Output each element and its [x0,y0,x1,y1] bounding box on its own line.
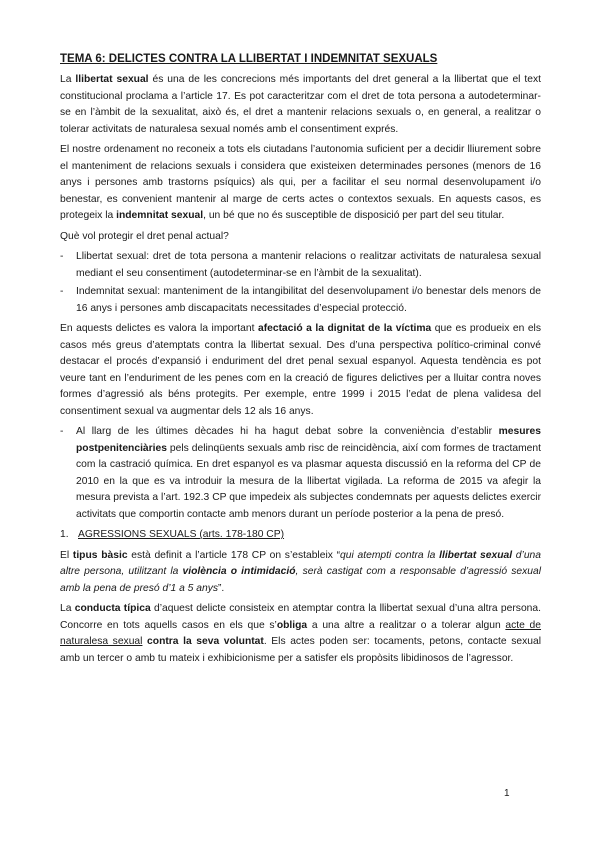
paragraph-conducta-tipica: La conducta típica d’aquest delicte consisteix en atemptar contra la llibertat sexual d’una altra persona. Concorre en tots aquells casos en els que s’obliga a una altre a realitzar o a tolerar algun acte de naturalesa sexual contra la seva voluntat. Els actes poden ser: tocaments, petons, contacte sexual amb un tercer o amb tu mateix i exhibicionisme per a satisfer els propòsits libidinosos de l’agressor. [60,603,542,664]
list-item: - Al llarg de les últimes dècades hi ha hagut debat sobre la conveniència d’establir mesures postpenitenciàries pels delinqüents sexuals amb risc de reincidència, així com formes de tractament com la castració química. En dret espanyol es va plasmar aquesta discussió en la reforma del CP de 2010 en la que es va introduir la mesura de la llibertat vigilada. La reforma de 2015 va afegir la mesura prevista a l’art. 192.3 CP que impedeix als subjectes condemnats per aquests delictes exercir activitats que comportin contacte amb menors durant un període posterior a la pena de presó. [60,424,541,523]
list-item: - Indemnitat sexual: manteniment de la intangibilitat del desenvolupament i/o benestar dels menors de 16 anys i persones amb discapacitats necessitades d’especial protecció. [60,284,541,317]
list-item: - Llibertat sexual: dret de tota persona a mantenir relacions o realitzar activitats de naturalesa sexual mediant el seu consentiment (autodeterminar-se en l’àmbit de la sexualitat). [60,249,541,282]
term-acte-naturalesa-sexual: acte de naturalesa sexual [60,619,542,647]
quote-text: qui atempti contra la llibertat sexual d’una altre persona, utilitzant la violència o intimidació, serà castigat com a responsable d’agressió sexual amb la pena de presó d’1 a 5 anys [60,549,541,594]
protected-goods-list [60,249,541,317]
paragraph-tipus-basic: El tipus bàsic està definit a l’article 178 CP on s’estableix “qui atempti contra la llibertat sexual d’una altre persona, utilitzant la violència o intimidació, serà castigat com a responsable d’agressió sexual amb la pena de presó d’1 a 5 anys”. [60,549,541,594]
paragraph-question: Què vol protegir el dret penal actual? [60,230,229,242]
term-tipus-basic: tipus bàsic [72,549,128,561]
paragraph-dignitat: En aquests delictes es valora la important afectació a la dignitat de la víctima que es produeix en els casos més greus d’atemptats contra la llibertat sexual. Des d’una perspectiva político-criminal convé destacar el procés d’expansió i enduriment del dret penal sexual espanyol. Aquesta tendència es pot veure tant en l’enduriment de les penes com en la creació de figures delictives per a lluitar contra noves formes d’agressió als béns protegits. Per exemple, entre 1999 i 2015 l’edat de plena validesa del consentiment sexual va augmentar dels 12 als 16 anys. [60,323,541,417]
page-title: TEMA 6: DELICTES CONTRA LA LLIBERTAT I INDEMNITAT SEXUALS [60,53,438,65]
page-number: 1 [504,788,510,799]
term-llibertat-sexual: llibertat sexual [75,74,149,85]
section-label: AGRESSIONS SEXUALS (arts. 178-180 CP) [78,529,285,540]
measures-list [60,424,541,523]
document-page [60,52,541,671]
term-contra-voluntat: contra la seva voluntat [147,636,264,647]
paragraph-indemnitat-sexual: El nostre ordenament no reconeix a tots els ciutadans l’autonomia suficient per a decidir lliurement sobre el manteniment de relacions sexuals i considera que existeixen determinades persones (menors de 16 anys i persones amb trastorns psíquics) als qui, per a facilitar el seu normal desenvolupament i/o benestar, es convenient mantenir al marge de certs actes o contextos sexuals. En aquests casos, es protegeix la indemnitat sexual, un bé que no és susceptible de disposició per part del seu titular. [60,144,541,221]
term-conducta-tipica: conducta típica [74,603,151,614]
term-mesures-postpenitenciaries: mesures postpenitenciàries [76,426,541,454]
section-heading-agressions [60,527,541,544]
paragraph-llibertat-sexual: La llibertat sexual és una de les concrecions més importants del dret general a la llibertat que el text constitucional proclama a l’article 17. Es pot caracteritzar com el dret de tota persona a autodeterminar-se en l’àmbit de la sexualitat, això és, el dret a mantenir relacions sexuals o, en general, a realitzar o tolerar activitats de naturalesa sexual només amb el consentiment exprés. [60,74,541,135]
term-afectacio-dignitat: afectació a la dignitat de la víctima [258,323,432,334]
section-number: 1. [60,529,69,540]
term-indemnitat-sexual: indemnitat sexual [116,210,204,221]
